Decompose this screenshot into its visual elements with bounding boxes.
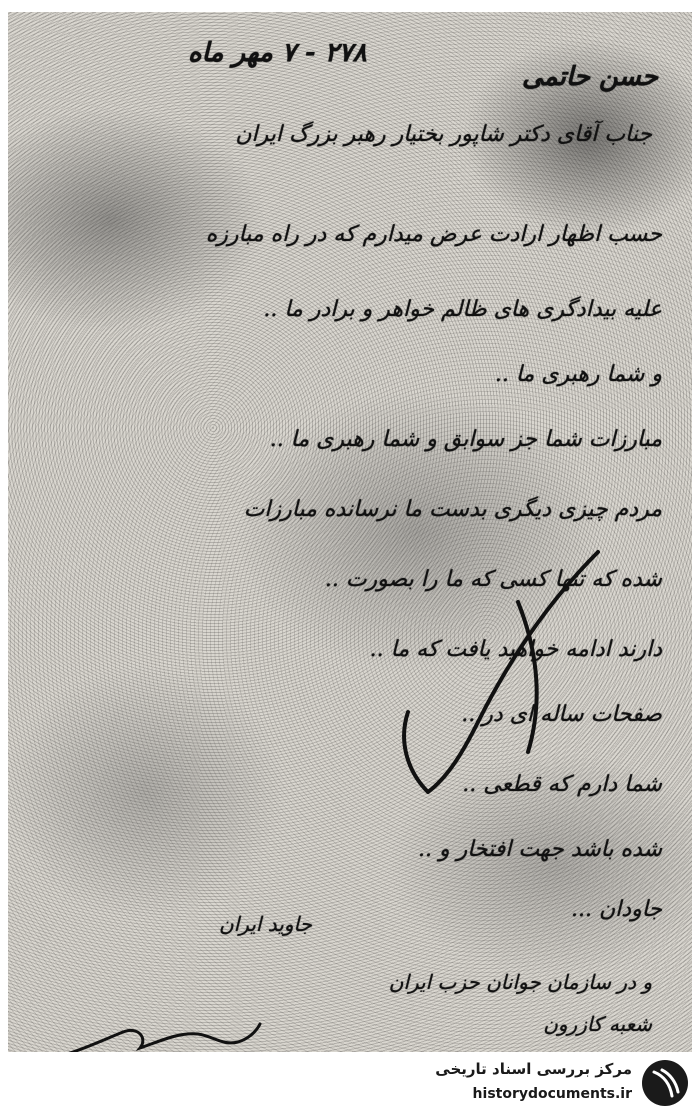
watermark-title: مرکز بررسی اسناد تاریخی (435, 1060, 632, 1078)
salutation: جناب آقای دکتر شاپور بختیار رهبر بزرگ ایران (235, 122, 652, 147)
signature (28, 1012, 268, 1052)
letter-line: صفحات ساله ای در .. (461, 702, 662, 727)
letter-line: دارند ادامه خواهید یافت که ما .. (369, 637, 662, 662)
author-name: حسن حاتمی (521, 62, 658, 92)
archive-watermark (410, 1056, 694, 1112)
letter-line: و شما رهبری ما .. (494, 362, 662, 387)
document-reference: ۲۷۸ - ۷ مهر ماه (188, 38, 367, 68)
letter-line: حسب اظهار ارادت عرض میدارم که در راه مبارزه (205, 222, 662, 247)
letter-line: شده باشد جهت افتخار و .. (417, 837, 662, 862)
watermark-url: historydocuments.ir (472, 1086, 632, 1102)
letter-line: علیه بیدادگری های ظالم خواهر و برادر ما .. (263, 297, 662, 322)
letter-line: مردم چیزی دیگری بدست ما نرسانده مبارزات (243, 497, 662, 522)
letter-line: شما دارم که قطعی .. (462, 772, 662, 797)
closing-branch: شعبه کازرون (543, 1012, 652, 1036)
closing-organization: و در سازمان جوانان حزب ایران (388, 970, 652, 994)
closing-slogan: جاوید ایران (219, 912, 312, 936)
archive-logo-icon (640, 1058, 690, 1108)
letter-line: شده که تنها کسی که ما را بصورت .. (324, 567, 662, 592)
letter-line: جاودان ... (571, 897, 662, 922)
handwritten-scrawl (368, 542, 608, 802)
letter-sheet (8, 12, 692, 1052)
letter-line: مبارزات شما جز سوابق و شما رهبری ما .. (269, 427, 662, 452)
